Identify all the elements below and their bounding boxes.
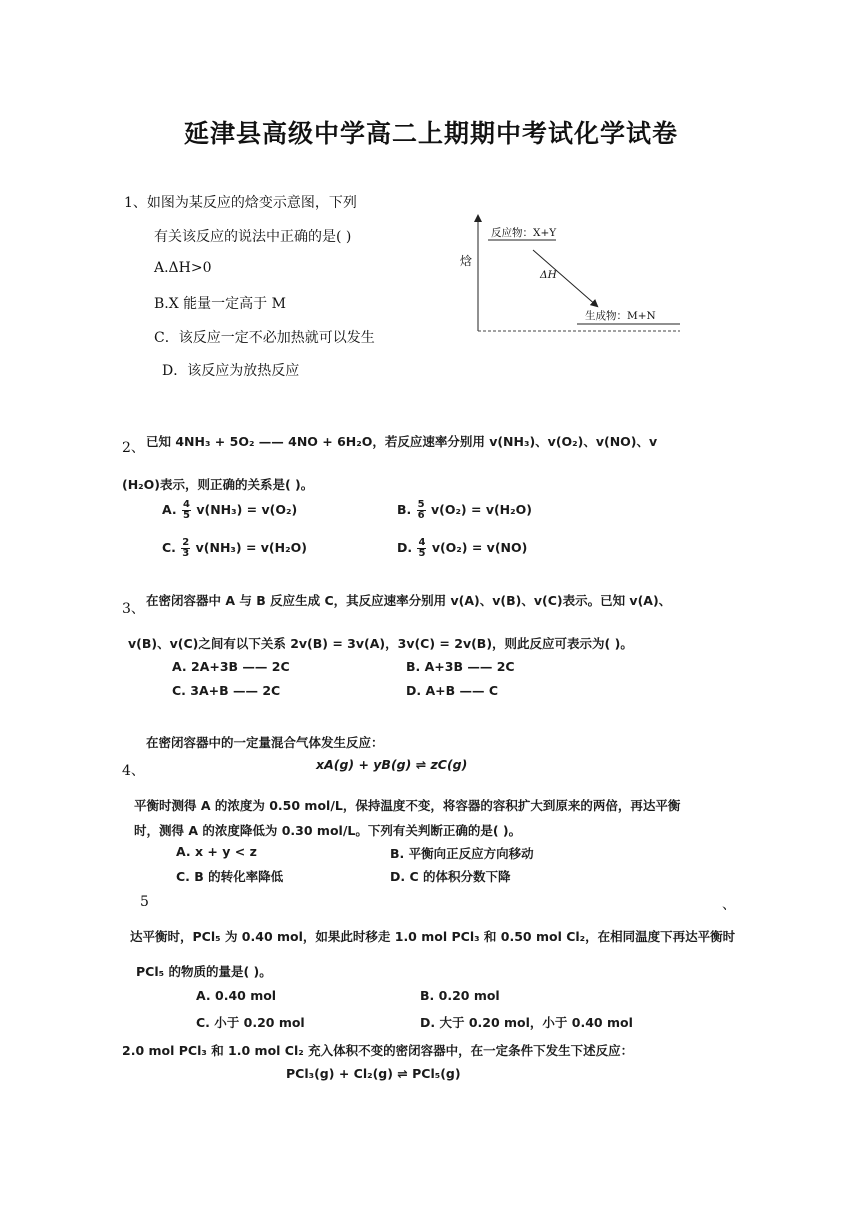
q3-stem-line1: 在密闭容器中 A 与 B 反应生成 C，其反应速率分别用 v(A)、v(B)、v(C)表示。已知 v(A)、	[146, 593, 672, 608]
q3-stem-line2: v(B)、v(C)之间有以下关系 2v(B) = 3v(A)，3v(C) = 2v(B)，则此反应可表示为( )。	[128, 636, 633, 651]
q1-option-b: B.X 能量一定高于 M	[154, 296, 286, 312]
q3-number: 3、	[122, 601, 145, 617]
q4-option-a: A. x + y < z	[176, 844, 257, 859]
q4-number: 4、	[122, 763, 145, 779]
q2-stem-line2: (H₂O)表示，则正确的关系是( )。	[122, 477, 314, 492]
q2-option-a-fraction	[182, 500, 191, 521]
q5-trailing-mark: 、	[722, 897, 736, 913]
q2-option-a-den: 5	[183, 510, 190, 521]
q2-option-c-letter: C.	[162, 540, 176, 555]
q2-option-d-letter: D.	[397, 540, 413, 555]
q4-stem-line3: 时，测得 A 的浓度降低为 0.30 mol/L。下列有关判断正确的是( )。	[134, 823, 522, 838]
q1-stem-line1: 1、如图为某反应的焓变示意图，下列	[124, 195, 357, 211]
q2-option-b-den: 6	[417, 510, 425, 521]
q2-option-d-num: 4	[418, 537, 426, 548]
enthalpy-diagram	[455, 210, 685, 340]
q1-stem-line2: 有关该反应的说法中正确的是( )	[154, 229, 352, 245]
q3-option-d: D. A+B —— C	[406, 683, 499, 698]
q2-option-c-num: 2	[182, 537, 190, 548]
q5-equation: PCl₃(g) + Cl₂(g) ⇌ PCl₅(g)	[286, 1066, 461, 1081]
q5-option-d: D. 大于 0.20 mol，小于 0.40 mol	[420, 1015, 633, 1030]
q2-option-d-den: 5	[418, 548, 426, 559]
q4-equation: xA(g) + yB(g) ⇌ zC(g)	[316, 757, 468, 772]
q5-stem-line1: 达平衡时，PCl₅ 为 0.40 mol，如果此时移走 1.0 mol PCl₃ 和 0.50 mol Cl₂，在相同温度下再达平衡时	[130, 929, 736, 944]
q5-option-a: A. 0.40 mol	[196, 988, 277, 1003]
q5-extra-line: 2.0 mol PCl₃ 和 1.0 mol Cl₂ 充入体积不变的密闭容器中，在一定条件下发生下述反应：	[122, 1043, 634, 1058]
q2-option-d-fraction	[417, 538, 426, 559]
q2-number: 2、	[122, 440, 145, 456]
q2-option-b-fraction	[417, 500, 426, 521]
q4-option-d: D. C 的体积分数下降	[390, 869, 511, 884]
q2-option-b-num: 5	[417, 499, 425, 510]
q3-option-a: A. 2A+3B —— 2C	[172, 659, 290, 674]
q1-option-d: D．该反应为放热反应	[162, 363, 300, 379]
q2-option-d	[397, 538, 527, 559]
q5-option-c: C. 小于 0.20 mol	[196, 1015, 305, 1030]
q5-stem-line2: PCl₅ 的物质的量是( )。	[136, 964, 272, 979]
q4-option-b: B. 平衡向正反应方向移动	[390, 846, 534, 861]
q5-option-b: B. 0.20 mol	[420, 988, 500, 1003]
q2-option-a-expr: v(NH₃) = v(O₂)	[196, 502, 298, 517]
delta-h-label: ΔH	[540, 269, 557, 281]
q2-option-d-expr: v(O₂) = v(NO)	[431, 540, 528, 555]
q2-option-c-expr: v(NH₃) = v(H₂O)	[195, 540, 307, 555]
q2-option-b-letter: B.	[397, 502, 412, 517]
q2-stem-line1: 已知 4NH₃ + 5O₂ —— 4NO + 6H₂O，若反应速率分别用 v(NH₃)、v(O₂)、v(NO)、v	[146, 434, 658, 449]
q3-option-c: C. 3A+B —— 2C	[172, 683, 281, 698]
q2-option-c-fraction	[181, 538, 190, 559]
q2-option-c	[162, 538, 307, 559]
reactant-label: 反应物：X+Y	[491, 227, 557, 239]
q1-option-a: A.ΔH>0	[154, 260, 212, 276]
q2-option-b	[397, 500, 532, 521]
q2-option-b-expr: v(O₂) = v(H₂O)	[430, 502, 532, 517]
q2-option-a-num: 4	[183, 499, 190, 510]
q1-option-c: C．该反应一定不必加热就可以发生	[154, 330, 375, 346]
product-label: 生成物：M+N	[585, 310, 656, 322]
enthalpy-axis-label: 焓	[460, 254, 473, 268]
q2-option-c-den: 3	[182, 548, 190, 559]
q3-option-b: B. A+3B —— 2C	[406, 659, 515, 674]
q2-option-a-letter: A.	[162, 502, 177, 517]
q2-option-a	[162, 500, 297, 521]
q4-option-c: C. B 的转化率降低	[176, 869, 284, 884]
q4-stem-line1: 在密闭容器中的一定量混合气体发生反应：	[146, 735, 384, 750]
q4-stem-line2: 平衡时测得 A 的浓度为 0.50 mol/L，保持温度不变，将容器的容积扩大到原来的两倍，再达平衡	[134, 798, 681, 813]
page-title: 延津县高级中学高二上期期中考试化学试卷	[184, 119, 679, 148]
q5-number: 5	[140, 894, 149, 910]
